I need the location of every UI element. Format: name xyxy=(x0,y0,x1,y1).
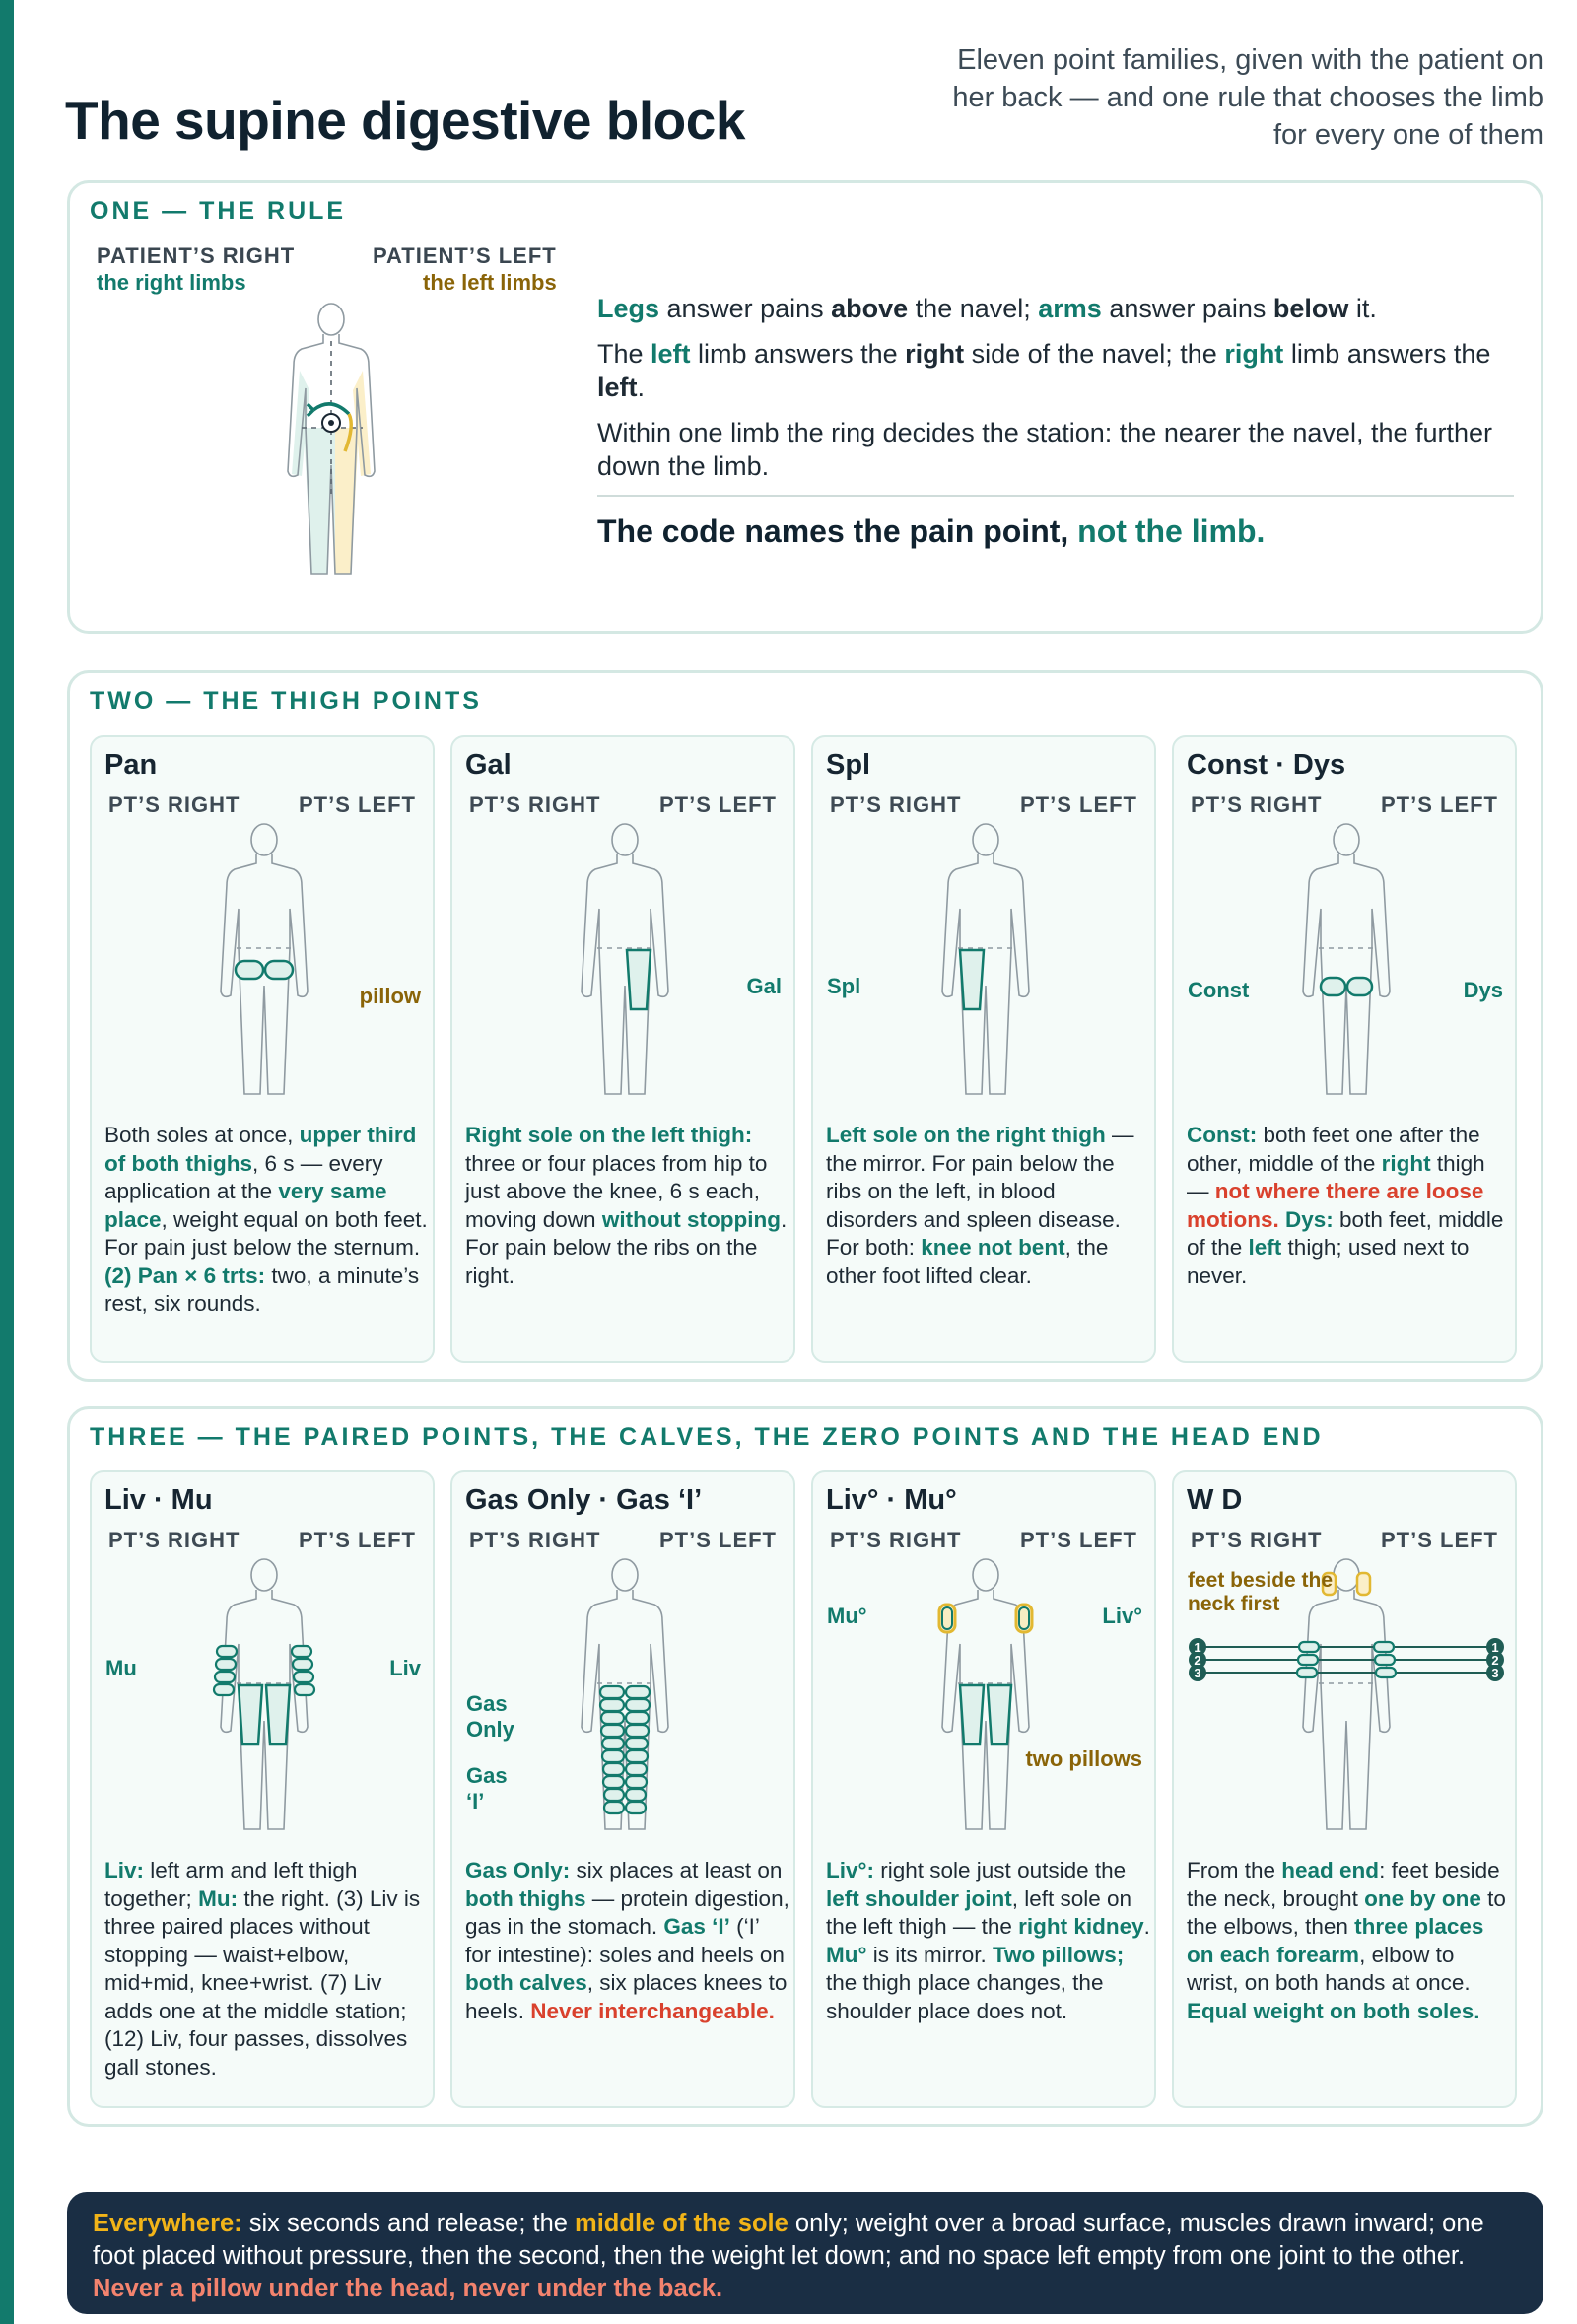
forearm-marks xyxy=(214,1646,314,1695)
rule-paragraph-3: Within one limb the ring decides the station: the nearer the navel, the further down the limb. xyxy=(597,418,1493,481)
pt-left-label: PT’S LEFT xyxy=(1020,792,1137,817)
left-thigh-mark xyxy=(627,950,651,1009)
card-text xyxy=(104,1122,430,1319)
card-title: Liv° · Mu° xyxy=(826,1484,957,1516)
rule-body-figure xyxy=(252,302,410,597)
text-run: Liv°: xyxy=(826,1858,874,1882)
text-run: two, a minute’s rest, six rounds. xyxy=(104,1263,420,1316)
text-run: the right. (3) Liv is three paired places without stopping — waist+elbow, mid+mid, knee+wrist. (7) Liv adds one at the middle station; (12) Liv, four passes, dissolves gall stones. xyxy=(104,1885,421,2080)
text-run: right kidney xyxy=(1018,1914,1144,1939)
text-run: right xyxy=(1381,1150,1431,1176)
text-run: Dys: xyxy=(1285,1206,1334,1232)
text-run: middle of the sole xyxy=(575,2210,788,2237)
pt-left-label: PT’S LEFT xyxy=(659,1528,777,1552)
body-diagram xyxy=(813,816,1158,1102)
mu-figure-label: Mu xyxy=(105,1656,137,1680)
text-run: . For pain below the ribs on the right. xyxy=(465,1206,788,1288)
patient-right-label xyxy=(97,242,295,296)
text-run: Mu° xyxy=(826,1942,867,1967)
text-run: thigh; used next to never. xyxy=(1187,1235,1470,1288)
right-thigh-mark xyxy=(960,950,984,1009)
text-run: From the xyxy=(1187,1858,1282,1882)
dys-figure-label: Dys xyxy=(1463,978,1503,1002)
page-subtitle: Eleven point families, given with the patient on her back — and one rule that chooses the limb for every one of them xyxy=(952,44,1543,151)
text-run: head end xyxy=(1281,1858,1380,1882)
body-figure xyxy=(92,1551,437,1837)
text-run: the navel; xyxy=(908,294,1039,323)
text-run: . xyxy=(1143,1914,1150,1939)
body-diagram xyxy=(452,816,797,1102)
card-text xyxy=(1187,1857,1512,2025)
text-run: — protein digestion, gas in the stomach. xyxy=(465,1885,789,1939)
text-run: limb answers the xyxy=(690,339,906,369)
section-heading-paired: THREE — THE PAIRED POINTS, THE CALVES, THE ZERO POINTS AND THE HEAD END xyxy=(90,1423,1324,1451)
text-run: Gas ‘I’ xyxy=(663,1914,730,1939)
badge-number: 1 xyxy=(1194,1640,1201,1655)
text-run: Gas Only: xyxy=(465,1858,571,1882)
rule-panel xyxy=(67,180,1543,634)
liv0-figure-label: Liv° xyxy=(1102,1604,1142,1628)
left-thigh-mark xyxy=(988,1685,1011,1744)
text-run: left arm and left thigh together; xyxy=(104,1858,358,1911)
body-outline xyxy=(221,824,308,1094)
pt-left-label: PT’S LEFT xyxy=(299,792,416,817)
card-text xyxy=(826,1122,1151,1290)
card-text xyxy=(826,1857,1151,2025)
text-run: Equal weight on both soles. xyxy=(1187,1998,1480,2023)
text-run: , weight equal on both feet. For pain just below the sternum. xyxy=(104,1206,428,1260)
text-run: — the mirror. For pain below the ribs on the left, in blood disorders and spleen disease. For both: xyxy=(826,1123,1134,1260)
mu0-figure-label: Mu° xyxy=(827,1604,867,1628)
body-figure xyxy=(452,816,797,1102)
text-run: left shoulder joint xyxy=(826,1885,1012,1911)
text-run: side of the navel; the xyxy=(964,339,1225,369)
neck-foot-mark-left xyxy=(1357,1573,1370,1595)
body-diagram xyxy=(92,816,437,1102)
text-run: without stopping xyxy=(601,1206,782,1232)
section-heading-rule: ONE — THE RULE xyxy=(90,197,347,225)
body-figure xyxy=(92,816,437,1102)
body-outline xyxy=(582,824,668,1094)
gas-i-label: Gas ‘I’ xyxy=(466,1763,508,1813)
card-title: W D xyxy=(1187,1484,1243,1516)
card-title: Liv · Mu xyxy=(104,1484,213,1516)
text-run: to the elbows, then xyxy=(1187,1885,1506,1939)
card-text xyxy=(104,1857,430,2082)
text-run: limb answers the xyxy=(1283,339,1491,369)
const-figure-label: Const xyxy=(1188,978,1250,1002)
body-diagram xyxy=(1174,816,1519,1102)
text-run: only; weight over a broad surface, muscles drawn inward; one foot placed without pressure, then the second, then the weight let down; and no space left empty from one joint to the other. xyxy=(93,2210,1484,2270)
card-const-dys xyxy=(1172,735,1517,1363)
spl-figure-label: Spl xyxy=(827,974,861,998)
body-figure xyxy=(813,816,1158,1102)
text-run: six places at least on xyxy=(570,1858,783,1882)
text-run: Right sole on the left thigh: xyxy=(465,1123,753,1147)
text-run: , 6 s — every application at the xyxy=(104,1150,383,1203)
two-pillows-label: two pillows xyxy=(1025,1746,1142,1771)
pillow-label: pillow xyxy=(359,984,421,1008)
mid-thigh-mark-left xyxy=(1347,978,1372,995)
card-gas xyxy=(450,1470,795,2108)
body-outline xyxy=(582,1559,668,1829)
badge-number: 3 xyxy=(1491,1666,1499,1680)
text-run: Left sole on the right thigh xyxy=(826,1123,1106,1147)
footer-note xyxy=(67,2192,1543,2314)
rule-paragraph-2 xyxy=(597,337,1514,404)
pt-left-label: PT’S LEFT xyxy=(659,792,777,817)
text-run: right xyxy=(1224,339,1284,369)
text-run: both feet one after the other, middle of the xyxy=(1187,1123,1480,1176)
card-text xyxy=(465,1122,790,1290)
text-run: both feet, middle of the xyxy=(1187,1206,1504,1260)
body-figure xyxy=(813,1551,1158,1837)
rule-text xyxy=(597,292,1514,548)
text-run: answer pains xyxy=(1101,294,1273,323)
text-run: answer pains xyxy=(659,294,832,323)
text-run: Two pillows; xyxy=(992,1942,1125,1967)
text-run: , six places knees to heels. xyxy=(465,1970,788,2023)
body-diagram xyxy=(813,1551,1158,1837)
text-run: is its mirror. xyxy=(866,1942,993,1967)
text-run: the thigh place changes, the shoulder place does not. xyxy=(826,1970,1104,2023)
card-liv0-mu0 xyxy=(811,1470,1156,2108)
text-run: , the other foot lifted clear. xyxy=(826,1235,1109,1288)
card-text xyxy=(1187,1122,1512,1290)
right-thigh-mark xyxy=(960,1685,984,1744)
text-run: three or four places from hip to just above the knee, 6 s each, moving down xyxy=(465,1150,768,1232)
text-run: upper third of both thighs xyxy=(104,1123,417,1176)
card-gal xyxy=(450,735,795,1363)
badge-number: 2 xyxy=(1491,1653,1499,1668)
upper-thigh-mark-right xyxy=(236,961,263,979)
text-run: Liv: xyxy=(104,1858,145,1882)
gas-only-label: Gas Only xyxy=(466,1691,514,1742)
body-figure xyxy=(1174,816,1519,1102)
pt-right-label: PT’S RIGHT xyxy=(469,792,601,817)
card-pan xyxy=(90,735,435,1363)
text-run: left xyxy=(1248,1235,1282,1260)
right-thigh-mark xyxy=(239,1685,262,1744)
text-run: knee not bent xyxy=(921,1235,1065,1260)
left-thigh-mark xyxy=(266,1685,290,1744)
right-limbs-label: the right limbs xyxy=(97,270,246,295)
feet-beside-neck-label: feet beside the neck first xyxy=(1188,1569,1334,1615)
text-run: right sole just outside the xyxy=(874,1858,1127,1882)
card-text xyxy=(465,1857,790,2025)
card-spl xyxy=(811,735,1156,1363)
card-liv-mu xyxy=(90,1470,435,2108)
pt-left-label: PT’S LEFT xyxy=(1381,1528,1498,1552)
card-title: Gal xyxy=(465,749,512,781)
text-run: , elbow to wrist, on both hands at once. xyxy=(1187,1942,1471,1995)
thigh-panel xyxy=(67,670,1543,1382)
text-run: The xyxy=(597,339,651,369)
text-run: (‘I’ for intestine): soles and heels on xyxy=(465,1914,785,1967)
section-heading-thigh: TWO — THE THIGH POINTS xyxy=(90,687,482,715)
mid-thigh-mark-right xyxy=(1321,978,1345,995)
footer-warning: Never a pillow under the head, never under the back. xyxy=(93,2275,723,2302)
badge-number: 2 xyxy=(1194,1653,1201,1668)
text-run: both calves xyxy=(465,1970,587,1995)
footer-lead: Everywhere: xyxy=(93,2210,242,2237)
above-word: above xyxy=(831,294,909,323)
text-run: not the limb. xyxy=(1077,513,1266,549)
patient-left-label xyxy=(373,242,557,296)
legs-word: Legs xyxy=(597,294,660,323)
page-title: The supine digestive block xyxy=(65,90,745,151)
text-run: , left sole on the left thigh — the xyxy=(826,1885,1132,1939)
badge-number: 1 xyxy=(1491,1640,1499,1655)
text-run: six seconds and release; the xyxy=(241,2210,576,2237)
rule-divider xyxy=(597,495,1514,497)
card-title: Const · Dys xyxy=(1187,749,1346,781)
pt-right-label: PT’S RIGHT xyxy=(108,1528,240,1552)
patient-right-title: PATIENT’S RIGHT xyxy=(97,243,296,268)
text-run: The code names the pain point, xyxy=(597,513,1078,549)
text-run: right xyxy=(905,339,965,369)
text-run: Const: xyxy=(1187,1123,1258,1147)
upper-thigh-mark-left xyxy=(265,961,293,979)
text-run: : feet beside the neck, brought xyxy=(1187,1858,1500,1911)
body-outline xyxy=(221,1559,308,1829)
text-run: not where there are loose motions. xyxy=(1187,1179,1484,1232)
text-run: Both soles at once, xyxy=(104,1123,300,1147)
body-outline xyxy=(942,1559,1029,1829)
pt-right-label: PT’S RIGHT xyxy=(1191,1528,1323,1552)
pt-left-label: PT’S LEFT xyxy=(1020,1528,1137,1552)
below-word: below xyxy=(1272,294,1349,323)
text-run: thigh — xyxy=(1187,1150,1485,1203)
text-run: it. xyxy=(1348,294,1377,323)
body-outline xyxy=(1303,824,1390,1094)
patient-left-title: PATIENT’S LEFT xyxy=(373,243,557,268)
text-run: three places on each forearm xyxy=(1187,1914,1484,1967)
text-run: very same place xyxy=(104,1179,387,1232)
badge-number: 3 xyxy=(1194,1666,1201,1680)
text-run: both thighs xyxy=(465,1885,586,1911)
card-title: Pan xyxy=(104,749,158,781)
body-outline xyxy=(942,824,1029,1094)
forearm-lines xyxy=(1203,1647,1489,1673)
card-title: Spl xyxy=(826,749,871,781)
rule-code-statement xyxy=(597,514,1514,548)
pt-right-label: PT’S RIGHT xyxy=(108,792,240,817)
body-diagram xyxy=(92,1551,437,1837)
text-run: left xyxy=(597,373,638,402)
card-title: Gas Only · Gas ‘I’ xyxy=(465,1484,703,1516)
accent-bar xyxy=(0,0,14,2324)
pt-right-label: PT’S RIGHT xyxy=(830,1528,962,1552)
pt-left-label: PT’S LEFT xyxy=(1381,792,1498,817)
rule-paragraph-1 xyxy=(597,292,1514,325)
arms-word: arms xyxy=(1038,294,1102,323)
pt-right-label: PT’S RIGHT xyxy=(830,792,962,817)
text-run: . xyxy=(637,373,646,402)
pt-right-label: PT’S RIGHT xyxy=(469,1528,601,1552)
text-run: (2) Pan × 6 trts: xyxy=(104,1263,266,1288)
card-wd xyxy=(1172,1470,1517,2108)
text-run: left xyxy=(651,339,691,369)
paired-panel xyxy=(67,1406,1543,2127)
text-run: Mu: xyxy=(198,1885,239,1911)
text-run: one by one xyxy=(1364,1885,1481,1911)
left-limbs-label: the left limbs xyxy=(423,270,557,295)
pt-right-label: PT’S RIGHT xyxy=(1191,792,1323,817)
liv-figure-label: Liv xyxy=(389,1656,421,1680)
pt-left-label: PT’S LEFT xyxy=(299,1528,416,1552)
leg-marks xyxy=(600,1686,650,1813)
text-run: Never interchangeable. xyxy=(530,1998,775,2023)
gal-figure-label: Gal xyxy=(746,974,782,998)
